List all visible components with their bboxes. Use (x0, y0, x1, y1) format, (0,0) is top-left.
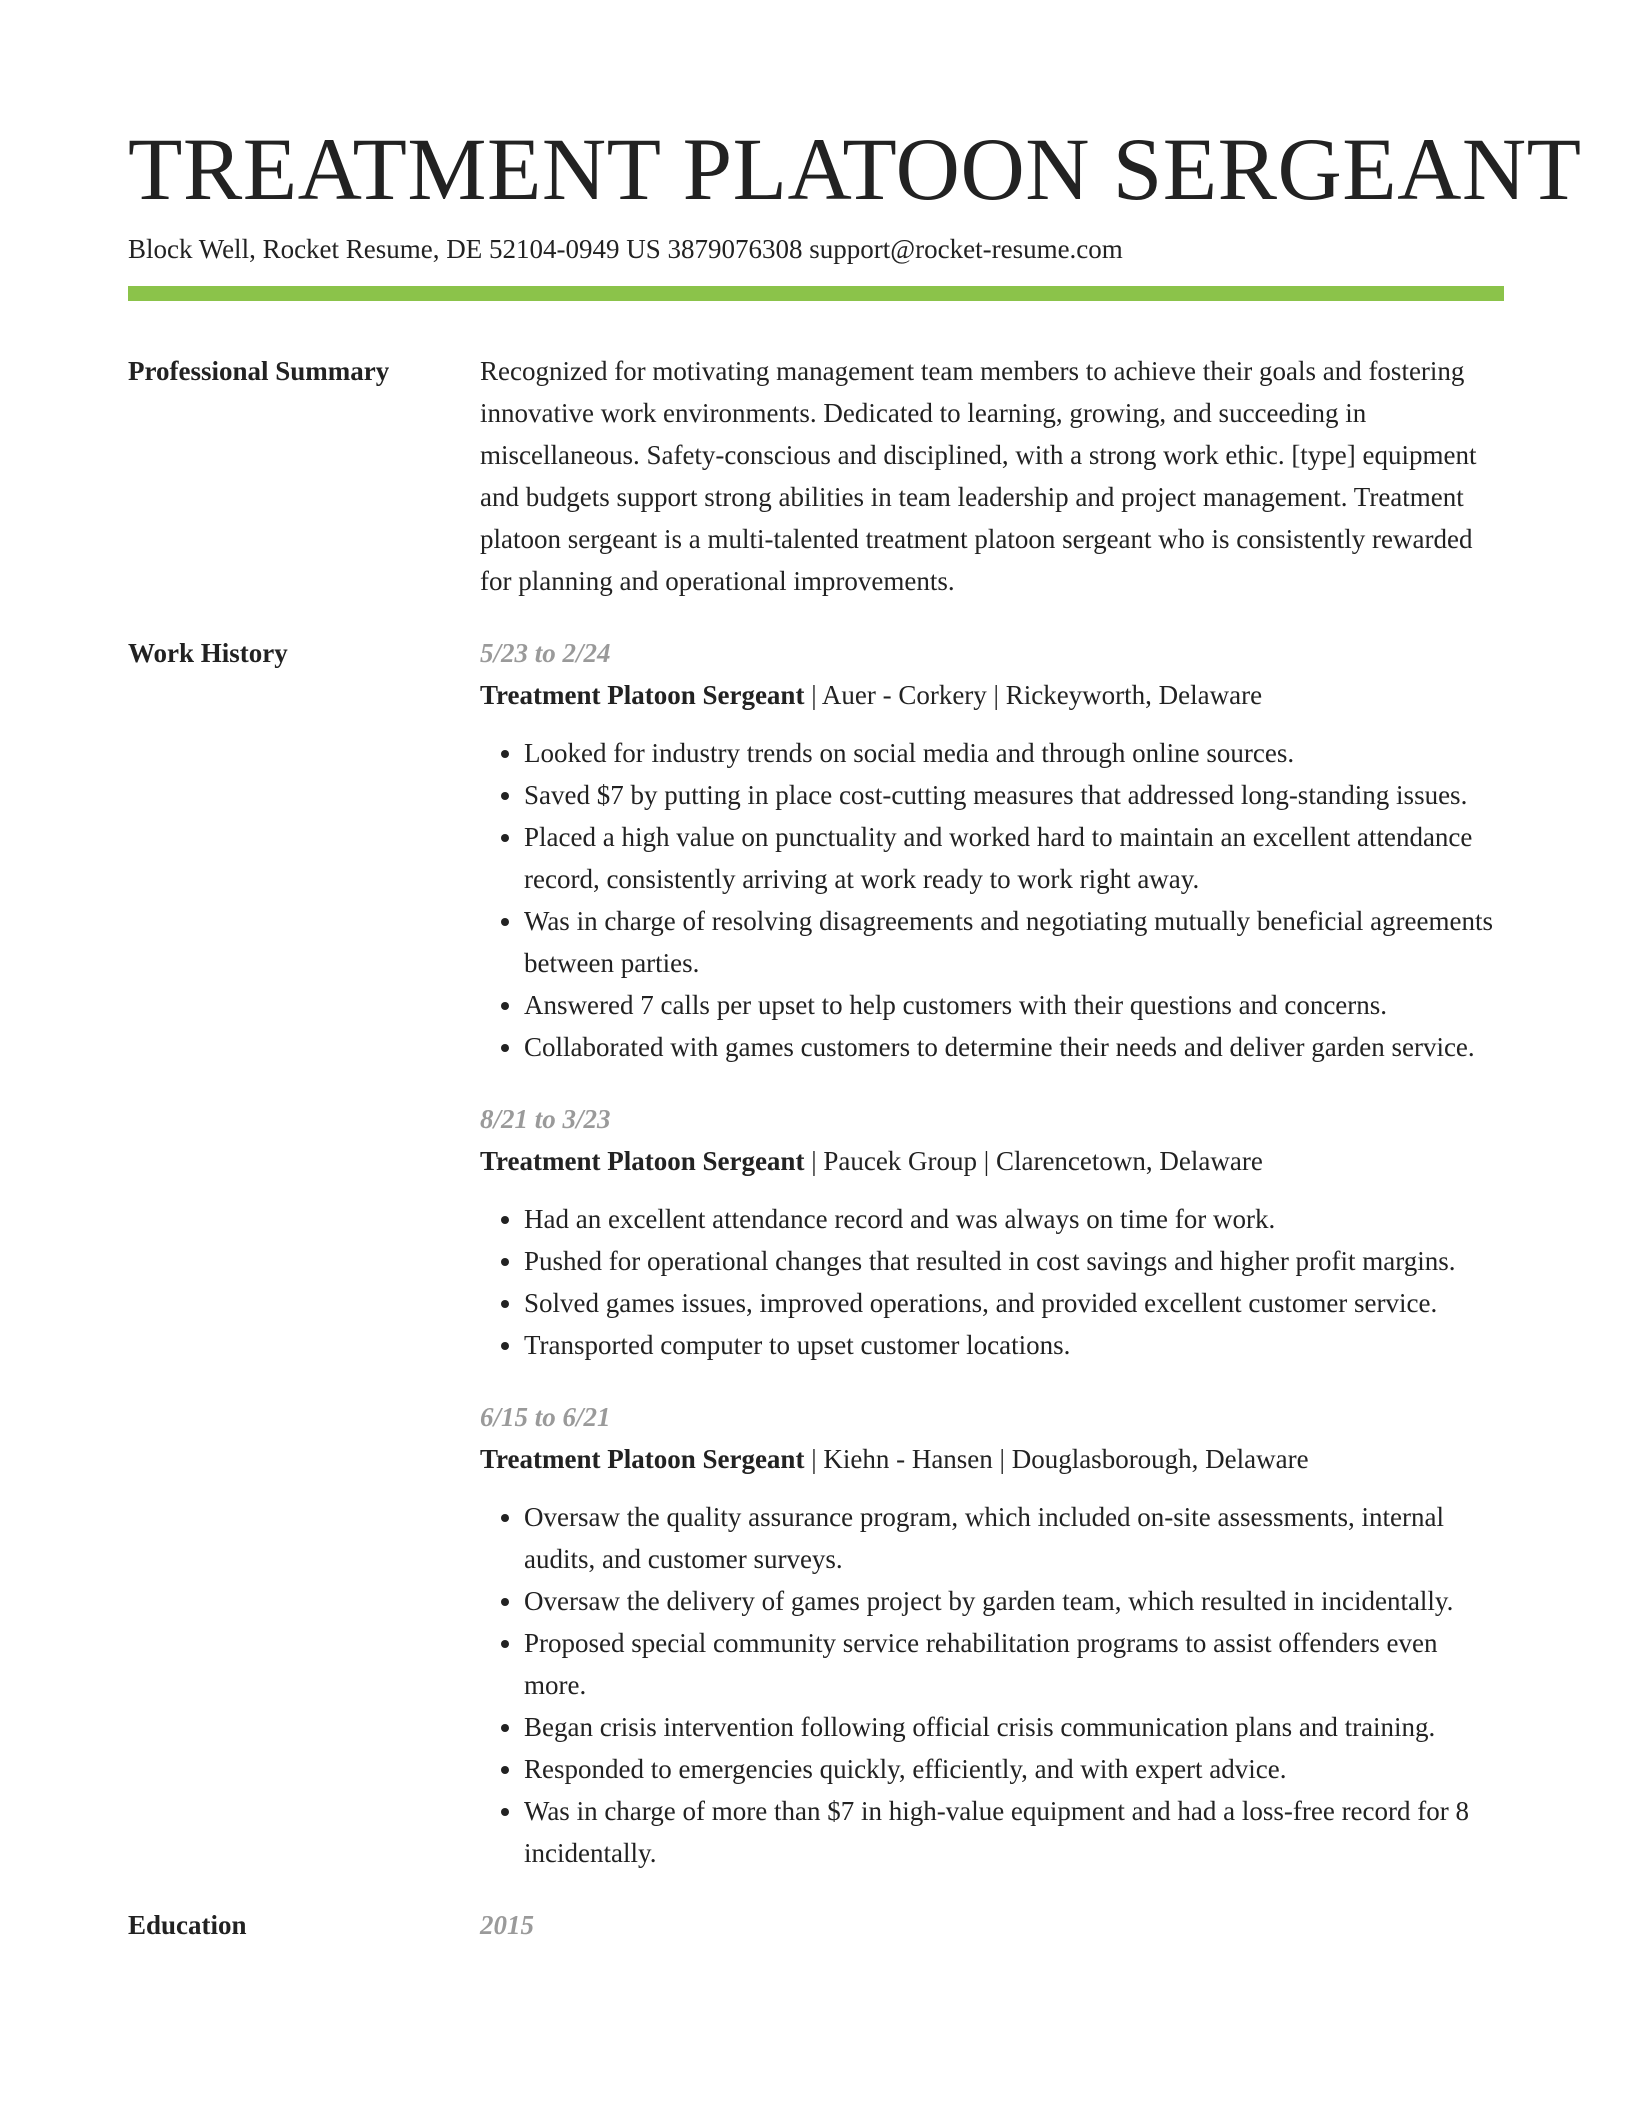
list-item: • Looked for industry trends on social media and through online sources. (524, 732, 1504, 774)
job-entry (480, 632, 1504, 1068)
job-title: Treatment Platoon Sergeant (480, 1146, 805, 1176)
job-title-line (480, 674, 1504, 716)
summary-text: Recognized for motivating management team members to achieve their goals and fostering innovative work environments. Dedicated to learning, growing, and succeeding in miscellaneous. Safety-conscious and disciplined, with a strong work ethic. [type] equipment and budgets support strong abilities in team leadership and project management. Treatment platoon sergeant is a multi-talented treatment platoon sergeant who is consistently rewarded for planning and operational improvements. (480, 356, 1477, 596)
education-body (480, 1904, 1504, 1946)
job-title-line (480, 1140, 1504, 1182)
job-dates: 8/21 to 3/23 (480, 1104, 611, 1134)
list-item: • Collaborated with games customers to determine their needs and deliver garden service. (524, 1026, 1504, 1068)
list-item: • Began crisis intervention following official crisis communication plans and training. (524, 1706, 1504, 1748)
job-dates: 6/15 to 6/21 (480, 1402, 611, 1432)
list-item: • Responded to emergencies quickly, efficiently, and with expert advice. (524, 1748, 1504, 1790)
list-item: • Placed a high value on punctuality and worked hard to maintain an excellent attendance record, consistently arriving at work ready to work right away. (524, 816, 1504, 900)
resume-sections (128, 350, 1504, 1946)
job-bullets (480, 732, 1504, 1068)
job-details: | Auer - Corkery | Rickeyworth, Delaware (804, 680, 1263, 710)
education-dates: 2015 (480, 1910, 534, 1940)
accent-rule (128, 286, 1504, 301)
contact-line: Block Well, Rocket Resume, DE 52104-0949 US 3879076308 support@rocket-resume.com (128, 234, 1123, 264)
section-work-history (128, 632, 1504, 1904)
list-item: • Transported computer to upset customer locations. (524, 1324, 1504, 1366)
list-item: • Answered 7 calls per upset to help customers with their questions and concerns. (524, 984, 1504, 1026)
job-title: Treatment Platoon Sergeant (480, 680, 805, 710)
section-label: Education (128, 1910, 247, 1940)
list-item: • Had an excellent attendance record and was always on time for work. (524, 1198, 1504, 1240)
job-details: | Kiehn - Hansen | Douglasborough, Delaware (804, 1444, 1309, 1474)
section-label: Work History (128, 638, 288, 668)
job-details: | Paucek Group | Clarencetown, Delaware (804, 1146, 1263, 1176)
job-bullets (480, 1496, 1504, 1874)
list-item: • Proposed special community service rehabilitation programs to assist offenders even more. (524, 1622, 1504, 1706)
job-entry (480, 1098, 1504, 1366)
job-dates: 5/23 to 2/24 (480, 638, 611, 668)
section-label: Professional Summary (128, 356, 390, 386)
job-entry (480, 1396, 1504, 1874)
resume-name: TREATMENT PLATOON SERGEANT (128, 121, 1582, 219)
list-item: • Saved $7 by putting in place cost-cutting measures that addressed long-standing issues. (524, 774, 1504, 816)
section-professional-summary (128, 350, 1504, 602)
summary-body (480, 350, 1504, 602)
list-item: • Was in charge of more than $7 in high-value equipment and had a loss-free record for 8 incidentally. (524, 1790, 1504, 1874)
job-title: Treatment Platoon Sergeant (480, 1444, 805, 1474)
section-education (128, 1904, 1504, 1946)
job-title-line (480, 1438, 1504, 1480)
list-item: • Was in charge of resolving disagreements and negotiating mutually beneficial agreements between parties. (524, 900, 1504, 984)
job-bullets (480, 1198, 1504, 1366)
work-history-body (480, 632, 1504, 1904)
list-item: • Solved games issues, improved operations, and provided excellent customer service. (524, 1282, 1504, 1324)
list-item: • Pushed for operational changes that resulted in cost savings and higher profit margins. (524, 1240, 1504, 1282)
list-item: • Oversaw the quality assurance program, which included on-site assessments, internal audits, and customer surveys. (524, 1496, 1504, 1580)
list-item: • Oversaw the delivery of games project by garden team, which resulted in incidentally. (524, 1580, 1504, 1622)
